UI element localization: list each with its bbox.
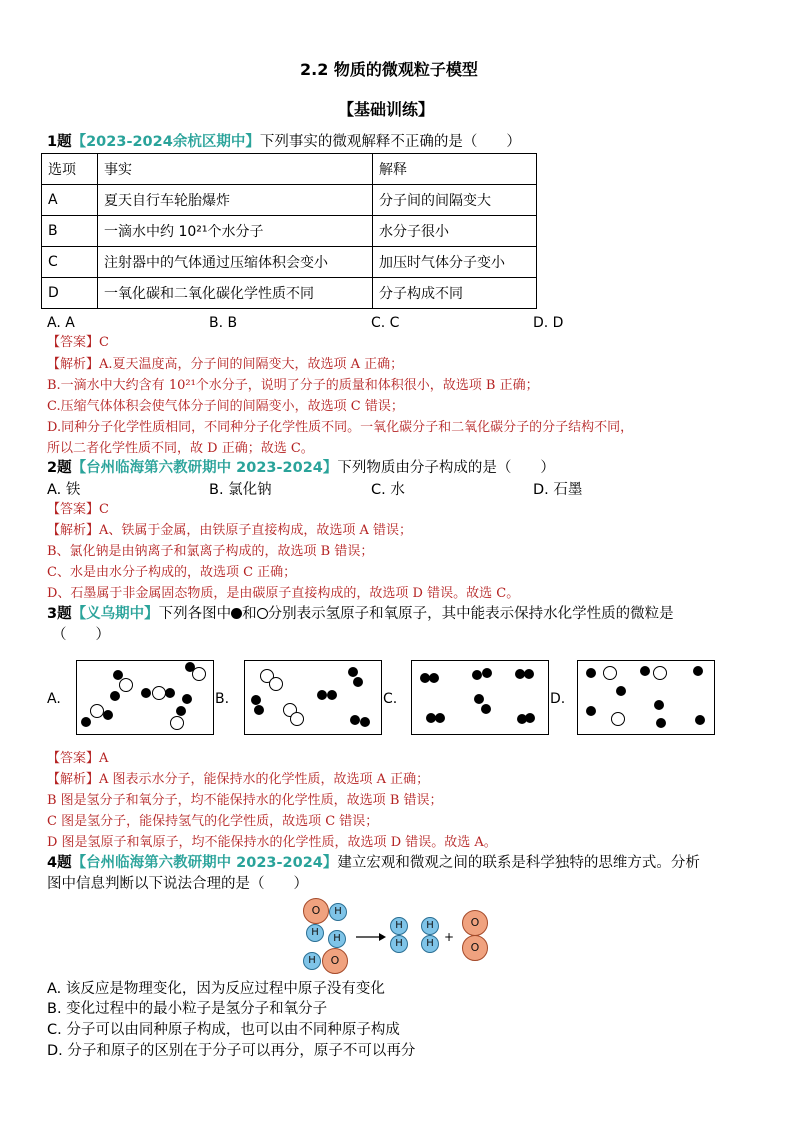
table-row bbox=[42, 185, 537, 216]
hydrogen-atom-icon bbox=[695, 715, 705, 725]
answer-label: 【答案】 bbox=[47, 335, 100, 350]
hydrogen-atom-icon bbox=[165, 688, 175, 698]
question-1-table bbox=[41, 153, 537, 309]
option-a: A. 该反应是物理变化，因为反应过程中原子没有变化 bbox=[47, 981, 385, 997]
hydrogen-atom-icon bbox=[182, 694, 192, 704]
answer-line bbox=[47, 333, 109, 353]
hydrogen-atom-icon bbox=[654, 700, 664, 710]
option-d: D. 石墨 bbox=[533, 482, 583, 498]
analysis-line: D 图是氢原子和氧原子，均不能保持水的化学性质，故选项 D 错误。故选 A。 bbox=[47, 835, 497, 850]
arrow-right-icon bbox=[355, 931, 387, 943]
analysis-line: B 图是氢分子和氧分子，均不能保持水的化学性质，故选项 B 错误； bbox=[47, 793, 443, 808]
hydrogen-atom-icon bbox=[348, 667, 358, 677]
oxygen-atom-icon bbox=[257, 608, 268, 619]
oxygen-atom: O bbox=[322, 948, 348, 974]
oxygen-atom-icon bbox=[170, 716, 184, 730]
answer-label: 【答案】 bbox=[47, 751, 100, 766]
table-cell: 分子间的间隔变大 bbox=[373, 185, 537, 216]
table-cell: 夏天自行车轮胎爆炸 bbox=[98, 185, 373, 216]
oxygen-atom-icon bbox=[269, 677, 283, 691]
question-2-number: 2题 bbox=[47, 460, 72, 476]
hydrogen-atom-icon bbox=[360, 717, 370, 727]
question-2-text: 下列物质由分子构成的是（ ） bbox=[337, 460, 555, 476]
figure-label-a: A. bbox=[47, 691, 61, 707]
question-4-stem bbox=[47, 853, 700, 873]
oxygen-atom-icon bbox=[192, 667, 206, 681]
hydrogen-atom-icon bbox=[251, 695, 261, 705]
hydrogen-atom: H bbox=[329, 903, 347, 921]
hydrogen-atom: H bbox=[328, 930, 346, 948]
analysis-line: B、氯化钠是由钠离子和氯离子构成的，故选项 B 错误； bbox=[47, 544, 374, 559]
option-d: D. 分子和原子的区别在于分子可以再分，原子不可以再分 bbox=[47, 1043, 416, 1059]
oxygen-atom-icon bbox=[90, 704, 104, 718]
analysis-line: 所以二者化学性质不同，故 D 正确；故选 C。 bbox=[47, 441, 314, 456]
table-cell: 一滴水中约 10²¹个水分子 bbox=[98, 216, 373, 247]
table-cell: A bbox=[42, 185, 98, 216]
option-d: D. D bbox=[533, 315, 564, 331]
hydrogen-atom: H bbox=[306, 924, 324, 942]
oxygen-atom-icon bbox=[119, 678, 133, 692]
table-cell: 一氧化碳和二氧化碳化学性质不同 bbox=[98, 278, 373, 309]
hydrogen-atom-icon bbox=[525, 713, 535, 723]
oxygen-atom-icon bbox=[653, 666, 667, 680]
oxygen-atom-icon bbox=[152, 686, 166, 700]
table-header: 事实 bbox=[98, 154, 373, 185]
table-header: 选项 bbox=[42, 154, 98, 185]
question-4-source: 【台州临海第六教研期中 2023-2024】 bbox=[71, 855, 338, 871]
answer-line bbox=[47, 749, 108, 769]
answer-value: C bbox=[99, 502, 109, 517]
question-1-source: 【2023-2024余杭区期中】 bbox=[71, 134, 260, 150]
hydrogen-atom: H bbox=[390, 917, 408, 935]
hydrogen-atom-icon bbox=[141, 688, 151, 698]
oxygen-atom: O bbox=[462, 935, 488, 961]
oxygen-atom-icon bbox=[603, 666, 617, 680]
question-3-text-c: 分别表示氢原子和氧原子，其中能表示保持水化学性质的微粒是 bbox=[267, 606, 674, 622]
hydrogen-atom-icon bbox=[103, 710, 113, 720]
question-3-paren: （ ） bbox=[52, 627, 110, 643]
option-c: C. 分子可以由同种原子构成，也可以由不同种原子构成 bbox=[47, 1022, 400, 1038]
question-2-stem bbox=[47, 458, 555, 478]
question-1-number: 1题 bbox=[47, 134, 72, 150]
option-a: A. A bbox=[47, 315, 75, 331]
table-cell: C bbox=[42, 247, 98, 278]
analysis-line: C、水是由水分子构成的，故选项 C 正确； bbox=[47, 565, 297, 580]
table-row bbox=[42, 278, 537, 309]
hydrogen-atom-icon bbox=[656, 718, 666, 728]
table-header: 解释 bbox=[373, 154, 537, 185]
hydrogen-atom-icon bbox=[353, 677, 363, 687]
analysis-line: 【解析】A.夏天温度高，分子间的间隔变大，故选项 A 正确； bbox=[47, 357, 404, 372]
figure-d bbox=[577, 660, 715, 735]
table-row bbox=[42, 216, 537, 247]
table-cell: 注射器中的气体通过压缩体积会变小 bbox=[98, 247, 373, 278]
hydrogen-atom-icon bbox=[586, 668, 596, 678]
page-title: 2.2 物质的微观粒子模型 bbox=[300, 60, 478, 79]
hydrogen-atom-icon bbox=[231, 608, 242, 619]
hydrogen-atom-icon bbox=[81, 717, 91, 727]
hydrogen-atom-icon bbox=[110, 691, 120, 701]
table-cell: 加压时气体分子变小 bbox=[373, 247, 537, 278]
hydrogen-atom-icon bbox=[616, 686, 626, 696]
oxygen-atom-icon bbox=[290, 712, 304, 726]
hydrogen-atom: H bbox=[421, 917, 439, 935]
option-c: C. C bbox=[371, 315, 400, 331]
oxygen-atom-icon bbox=[611, 712, 625, 726]
option-c: C. 水 bbox=[371, 482, 405, 498]
reaction-diagram bbox=[290, 895, 510, 975]
analysis-line: D、石墨属于非金属固态物质，是由碳原子直接构成的，故选项 D 错误。故选 C。 bbox=[47, 586, 520, 601]
question-4-number: 4题 bbox=[47, 855, 72, 871]
option-b: B. 变化过程中的最小粒子是氢分子和氧分子 bbox=[47, 1001, 328, 1017]
table-row bbox=[42, 247, 537, 278]
analysis-line: C 图是氢分子，能保持氢气的化学性质，故选项 C 错误； bbox=[47, 814, 379, 829]
question-3-text-a: 下列各图中 bbox=[158, 606, 232, 622]
answer-line bbox=[47, 500, 109, 520]
question-2-source: 【台州临海第六教研期中 2023-2024】 bbox=[71, 460, 338, 476]
figure-c bbox=[411, 660, 549, 735]
table-cell: 水分子很小 bbox=[373, 216, 537, 247]
table-cell: D bbox=[42, 278, 98, 309]
answer-value: A bbox=[99, 751, 109, 766]
question-3-source: 【义乌期中】 bbox=[71, 606, 159, 622]
figure-label-c: C. bbox=[383, 691, 398, 707]
hydrogen-atom: H bbox=[303, 952, 321, 970]
plus-sign: + bbox=[444, 930, 455, 944]
table-header-row bbox=[42, 154, 537, 185]
table-cell: B bbox=[42, 216, 98, 247]
question-3-text-b: 和 bbox=[242, 606, 257, 622]
answer-label: 【答案】 bbox=[47, 502, 100, 517]
hydrogen-atom-icon bbox=[176, 706, 186, 716]
hydrogen-atom-icon bbox=[317, 690, 327, 700]
question-1-stem bbox=[47, 132, 521, 152]
hydrogen-atom-icon bbox=[524, 669, 534, 679]
figure-label-b: B. bbox=[215, 691, 230, 707]
table-cell: 分子构成不同 bbox=[373, 278, 537, 309]
hydrogen-atom-icon bbox=[435, 713, 445, 723]
oxygen-atom: O bbox=[462, 910, 488, 936]
hydrogen-atom-icon bbox=[472, 670, 482, 680]
analysis-line: B.一滴水中大约含有 10²¹个水分子，说明了分子的质量和体积很小，故选项 B 正确； bbox=[47, 378, 539, 393]
answer-value: C bbox=[99, 335, 109, 350]
option-a: A. 铁 bbox=[47, 482, 81, 498]
hydrogen-atom-icon bbox=[254, 705, 264, 715]
hydrogen-atom-icon bbox=[327, 690, 337, 700]
question-4-text-1: 建立宏观和微观之间的联系是科学独特的思维方式。分析 bbox=[337, 855, 700, 871]
hydrogen-atom-icon bbox=[481, 704, 491, 714]
question-1-text: 下列事实的微观解释不正确的是（ ） bbox=[259, 134, 521, 150]
figure-a bbox=[76, 660, 214, 735]
question-3-stem bbox=[47, 604, 674, 624]
hydrogen-atom-icon bbox=[350, 715, 360, 725]
oxygen-atom: O bbox=[303, 898, 329, 924]
hydrogen-atom-icon bbox=[429, 673, 439, 683]
question-3-number: 3题 bbox=[47, 606, 72, 622]
hydrogen-atom-icon bbox=[474, 694, 484, 704]
hydrogen-atom: H bbox=[390, 935, 408, 953]
analysis-line: C.压缩气体体积会使气体分子间的间隔变小，故选项 C 错误； bbox=[47, 399, 404, 414]
figure-b bbox=[244, 660, 382, 735]
hydrogen-atom-icon bbox=[586, 706, 596, 716]
analysis-line: 【解析】A、铁属于金属，由铁原子直接构成，故选项 A 错误； bbox=[47, 523, 413, 538]
option-b: B. B bbox=[209, 315, 238, 331]
hydrogen-atom-icon bbox=[482, 668, 492, 678]
hydrogen-atom: H bbox=[421, 935, 439, 953]
section-heading: 【基础训练】 bbox=[338, 100, 435, 119]
hydrogen-atom-icon bbox=[640, 666, 650, 676]
analysis-line: 【解析】A 图表示水分子，能保持水的化学性质，故选项 A 正确； bbox=[47, 772, 430, 787]
question-4-text-2: 图中信息判断以下说法合理的是（ ） bbox=[47, 876, 308, 892]
analysis-line: D.同种分子化学性质相同，不同种分子化学性质不同。一氧化碳分子和二氧化碳分子的分子结构不同， bbox=[47, 420, 634, 435]
option-b: B. 氯化钠 bbox=[209, 482, 272, 498]
hydrogen-atom-icon bbox=[693, 666, 703, 676]
figure-label-d: D. bbox=[550, 691, 566, 707]
